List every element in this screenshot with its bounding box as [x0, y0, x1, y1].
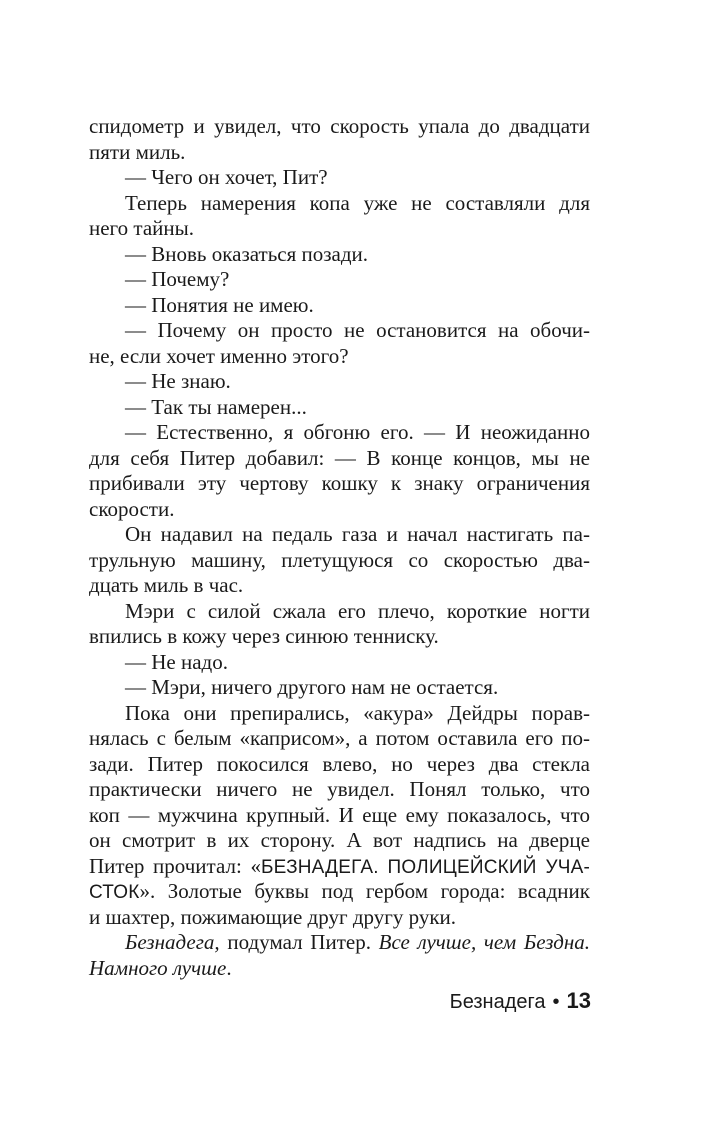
book-title: Безнадега [449, 991, 546, 1013]
text-line [89, 191, 590, 217]
text-line [89, 624, 590, 650]
text-line [89, 420, 590, 446]
text-line [89, 854, 590, 880]
text-line [89, 446, 590, 472]
text-fragment: — Естественно, я обгоню его. — И неожиданно [125, 420, 590, 444]
text-line [89, 956, 590, 982]
text-fragment: для себя Питер добавил: — В конце концов, мы не [89, 445, 590, 470]
text-fragment: — Мэри, ничего другого нам не остается. [125, 675, 499, 699]
text-line [89, 828, 590, 854]
text-line [89, 216, 590, 242]
text-line [89, 777, 590, 803]
text-line [89, 344, 590, 370]
text-fragment: него тайны. [89, 216, 194, 240]
text-line [89, 395, 590, 421]
text-fragment-italic: Безнадега, [125, 930, 220, 954]
text-fragment: — Вновь оказаться позади. [125, 241, 369, 266]
text-line [89, 573, 590, 599]
text-fragment: практически ничего не увидел. Понял только, что [89, 777, 590, 801]
page-number: 13 [566, 988, 591, 1013]
text-fragment: спидометр и увидел, что скорость упала до двадцати [89, 114, 590, 138]
text-fragment: — Не надо. [125, 649, 228, 674]
text-line [89, 114, 590, 140]
text-line [89, 599, 590, 625]
text-fragment: — Чего он хочет, Пит? [125, 165, 328, 189]
text-fragment-sign-lettering: БЕЗНАДЕГА. ПОЛИЦЕЙСКИЙ УЧА- [260, 856, 591, 878]
text-fragment-sign-lettering: СТОК [89, 882, 140, 903]
text-line [89, 369, 590, 395]
text-fragment: подумал Питер. [219, 930, 379, 954]
text-line [89, 318, 590, 344]
text-line [89, 650, 590, 676]
text-line [89, 140, 590, 166]
text-line [89, 803, 590, 829]
text-line [89, 293, 590, 319]
text-line [89, 165, 590, 191]
text-fragment: ». Золотые буквы под гербом города: всадник [139, 879, 590, 903]
text-line [89, 675, 590, 701]
text-fragment: скорости. [89, 496, 175, 521]
text-fragment: зади. Питер покосился влево, но через два стекла [89, 751, 590, 776]
text-line [89, 752, 590, 778]
text-line [89, 726, 590, 752]
text-line [89, 242, 590, 268]
footer-bullet: • [552, 991, 560, 1013]
text-fragment: . [226, 955, 232, 980]
text-fragment: он смотрит в их сторону. А вот надпись на дверце [89, 828, 590, 852]
text-fragment: коп — мужчина крупный. И еще ему показалось, что [89, 802, 590, 827]
text-fragment: пяти миль. [89, 139, 186, 164]
text-line [89, 497, 590, 523]
text-fragment: — Почему он просто не остановится на обочи- [125, 318, 590, 342]
text-fragment: не, если хочет именно этого? [89, 343, 349, 368]
text-fragment: дцать миль в час. [89, 573, 244, 597]
body-text [89, 114, 590, 981]
text-fragment: Он надавил на педаль газа и начал настигать па- [125, 522, 590, 546]
text-line [89, 905, 590, 931]
text-fragment: — Понятия не имею. [125, 292, 314, 317]
text-line [89, 471, 590, 497]
text-fragment: нялась с белым «каприсом», а потом оставила его по- [89, 726, 590, 750]
text-fragment: Мэри с силой сжала его плечо, короткие ногти [125, 598, 590, 623]
text-line [89, 267, 590, 293]
text-line [89, 548, 590, 574]
text-fragment-italic: Все лучше, чем Бездна. [378, 930, 590, 954]
text-fragment: прибивали эту чертову кошку к знаку ограничения [89, 471, 590, 495]
text-fragment: и шахтер, пожимающие друг другу руки. [89, 904, 457, 929]
text-fragment: — Не знаю. [125, 369, 231, 393]
text-fragment: — Почему? [125, 267, 230, 291]
text-fragment: Питер прочитал: « [89, 853, 261, 878]
text-fragment: — Так ты намерен... [125, 394, 307, 419]
text-line [89, 930, 590, 956]
text-fragment: Теперь намерения копа уже не составляли для [125, 190, 590, 215]
text-line [89, 879, 590, 905]
text-fragment: трульную машину, плетущуюся со скоростью два- [89, 547, 590, 572]
text-fragment-italic: Намного лучше [89, 955, 227, 980]
text-fragment: Пока они препирались, «акура» Дейдры порав- [125, 700, 590, 725]
text-line [89, 522, 590, 548]
text-fragment: впились в кожу через синюю тенниску. [89, 624, 439, 648]
running-footer [450, 988, 591, 1015]
text-line [89, 701, 590, 727]
